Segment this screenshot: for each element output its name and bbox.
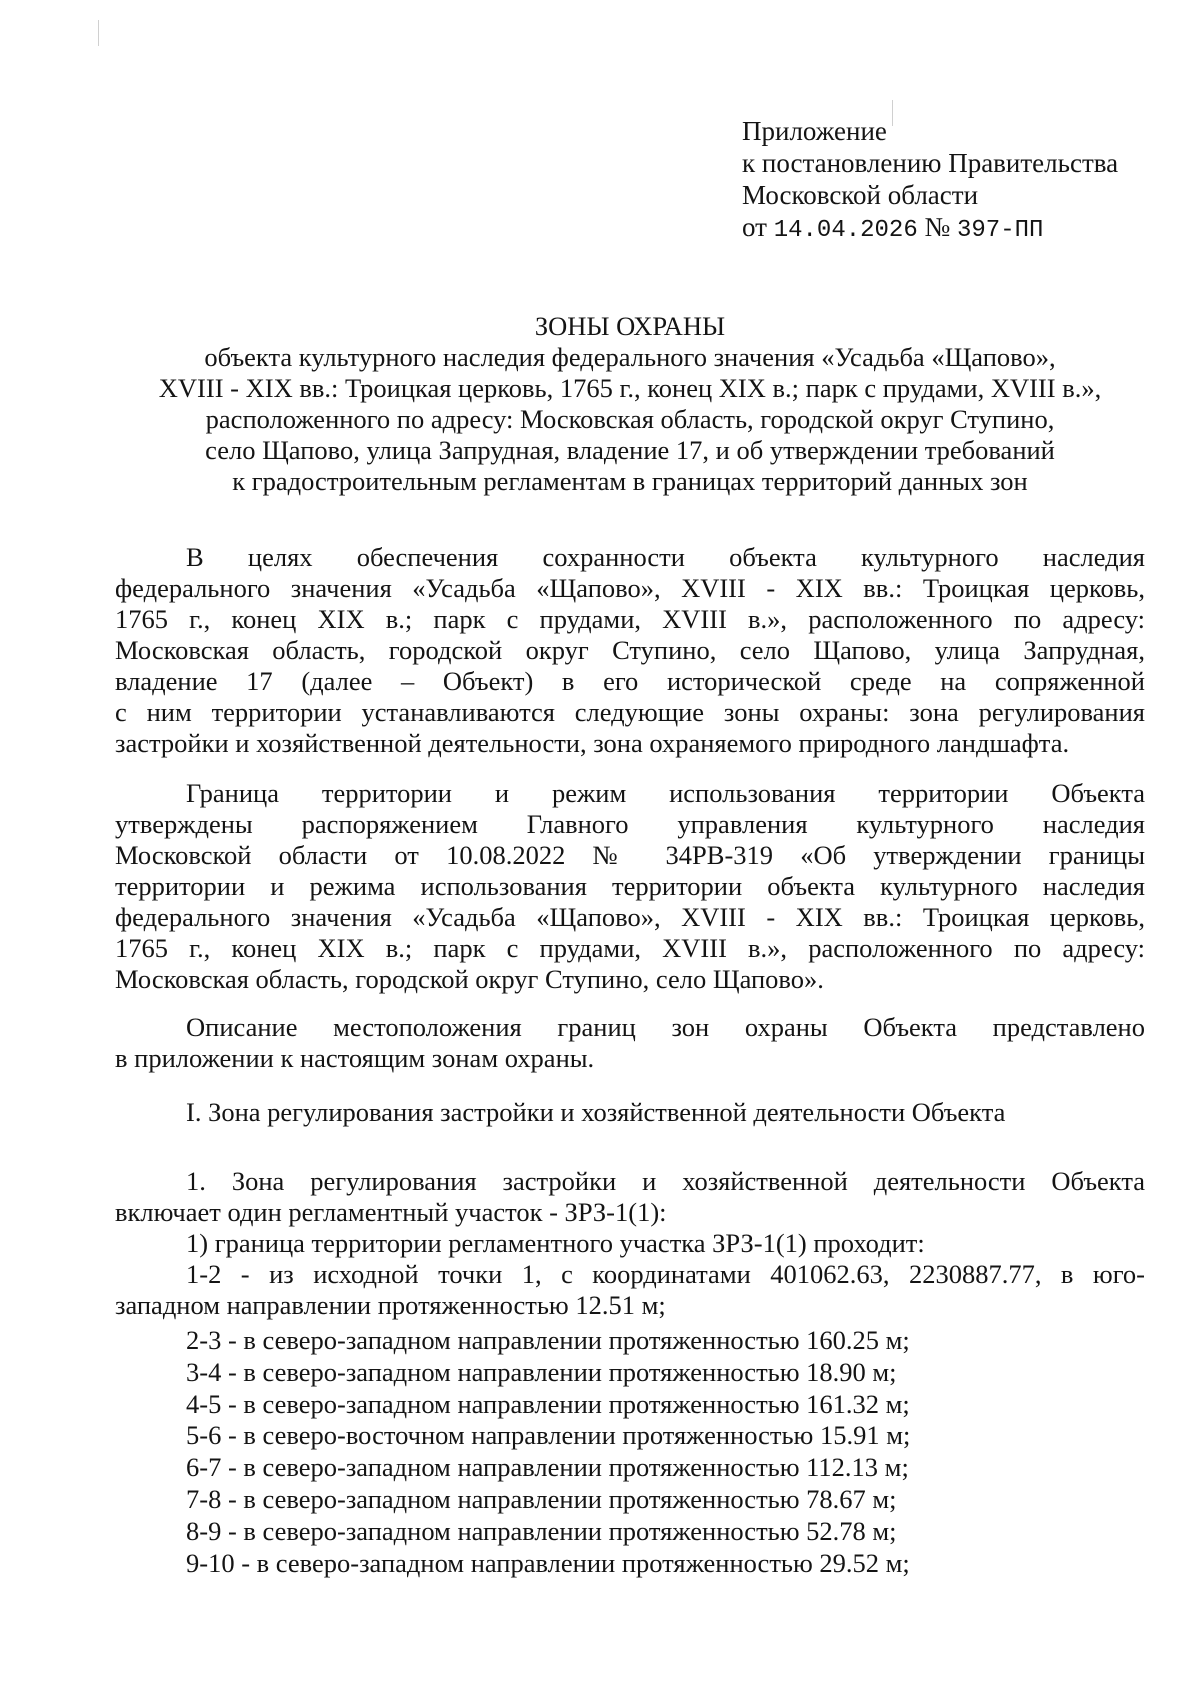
appendix-number-sign: № — [924, 212, 951, 242]
text-line: западном направлении протяженностью 12.51 м; — [115, 1290, 666, 1320]
text-line: территории и режима использования территории объекта культурного наследия — [115, 871, 1145, 901]
scan-mark — [892, 100, 893, 126]
text-line: В целях обеспечения сохранности объекта культурного наследия — [186, 542, 1145, 572]
text-line: с ним территории устанавливаются следующие зоны охраны: зона регулирования — [115, 697, 1145, 727]
text-line: 1765 г., конец XIX в.; парк с прудами, XVIII в.», расположенного по адресу: — [115, 604, 1145, 634]
paragraph-territory — [115, 778, 1145, 995]
title-heading: ЗОНЫ ОХРАНЫ — [534, 311, 726, 341]
title-line: объекта культурного наследия федерального значения «Усадьба «Щапово», — [204, 342, 1056, 372]
text-line: Московская область, городской округ Ступино, село Щапово, улица Запрудная, — [115, 635, 1145, 665]
list-item: 3-4 - в северо-западном направлении протяженностью 18.90 м; — [186, 1356, 897, 1387]
appendix-title: Приложение — [742, 116, 887, 146]
list-item: 9-10 - в северо-западном направлении протяженностью 29.52 м; — [186, 1547, 910, 1578]
text-line: 1. Зона регулирования застройки и хозяйственной деятельности Объекта — [186, 1166, 1145, 1196]
paragraph-zone — [115, 1166, 1145, 1321]
title-line: село Щапово, улица Запрудная, владение 17, и об утверждении требований — [205, 435, 1055, 465]
appendix-resolution: к постановлению Правительства — [742, 148, 1119, 178]
appendix-date: 14.04.2026 — [773, 217, 918, 244]
title-line: расположенного по адресу: Московская область, городской округ Ступино, — [205, 404, 1055, 434]
text-line: федерального значения «Усадьба «Щапово», XVIII - XIX вв.: Троицкая церковь, — [115, 902, 1145, 932]
text-line: федерального значения «Усадьба «Щапово», XVIII - XIX вв.: Троицкая церковь, — [115, 573, 1145, 603]
scan-mark — [98, 20, 99, 46]
section-heading: I. Зона регулирования застройки и хозяйственной деятельности Объекта — [186, 1097, 1006, 1127]
text-line: 1765 г., конец XIX в.; парк с прудами, XVIII в.», расположенного по адресу: — [115, 933, 1145, 963]
text-line: Граница территории и режим использования территории Объекта — [186, 778, 1145, 808]
title-line: к градостроительным регламентам в границах территорий данных зон — [232, 466, 1028, 496]
list-item: 4-5 - в северо-западном направлении протяженностью 161.32 м; — [186, 1388, 910, 1419]
appendix-block — [742, 115, 1118, 247]
title-line: XVIII - XIX вв.: Троицкая церковь, 1765 г., конец XIX в.; парк с прудами, XVIII в.», — [158, 373, 1102, 403]
document-title — [110, 311, 1150, 497]
text-line: владение 17 (далее – Объект) в его исторической среде на сопряженной — [115, 666, 1145, 696]
appendix-date-number — [742, 211, 1118, 247]
appendix-region: Московской области — [742, 180, 979, 210]
text-line: включает один регламентный участок - ЗРЗ-1(1): — [115, 1197, 667, 1227]
text-line: в приложении к настоящим зонам охраны. — [115, 1043, 595, 1073]
paragraph-description — [115, 1012, 1145, 1074]
appendix-from: от — [742, 212, 767, 242]
paragraph-purpose — [115, 542, 1145, 759]
text-line: 1-2 - из исходной точки 1, с координатами 401062.63, 2230887.77, в юго- — [186, 1259, 1145, 1289]
text-line: 1) граница территории регламентного участка ЗРЗ-1(1) проходит: — [186, 1228, 925, 1258]
appendix-number: 397-ПП — [957, 217, 1044, 244]
list-item: 8-9 - в северо-западном направлении протяженностью 52.78 м; — [186, 1515, 897, 1546]
text-line: застройки и хозяйственной деятельности, зона охраняемого природного ландшафта. — [115, 728, 1070, 758]
list-item: 2-3 - в северо-западном направлении протяженностью 160.25 м; — [186, 1325, 910, 1355]
list-item: 6-7 - в северо-западном направлении протяженностью 112.13 м; — [186, 1452, 909, 1483]
boundary-segments-list — [186, 1325, 910, 1579]
text-line: Московская область, городской округ Ступино, село Щапово». — [115, 964, 824, 994]
text-line: Описание местоположения границ зон охраны Объекта представлено — [186, 1012, 1145, 1042]
text-line: утверждены распоряжением Главного управления культурного наследия — [115, 809, 1145, 839]
text-line: Московской области от 10.08.2022 № 34РВ-319 «Об утверждении границы — [115, 840, 1145, 870]
list-item: 7-8 - в северо-западном направлении протяженностью 78.67 м; — [186, 1483, 897, 1514]
list-item: 5-6 - в северо-восточном направлении протяженностью 15.91 м; — [186, 1420, 911, 1451]
